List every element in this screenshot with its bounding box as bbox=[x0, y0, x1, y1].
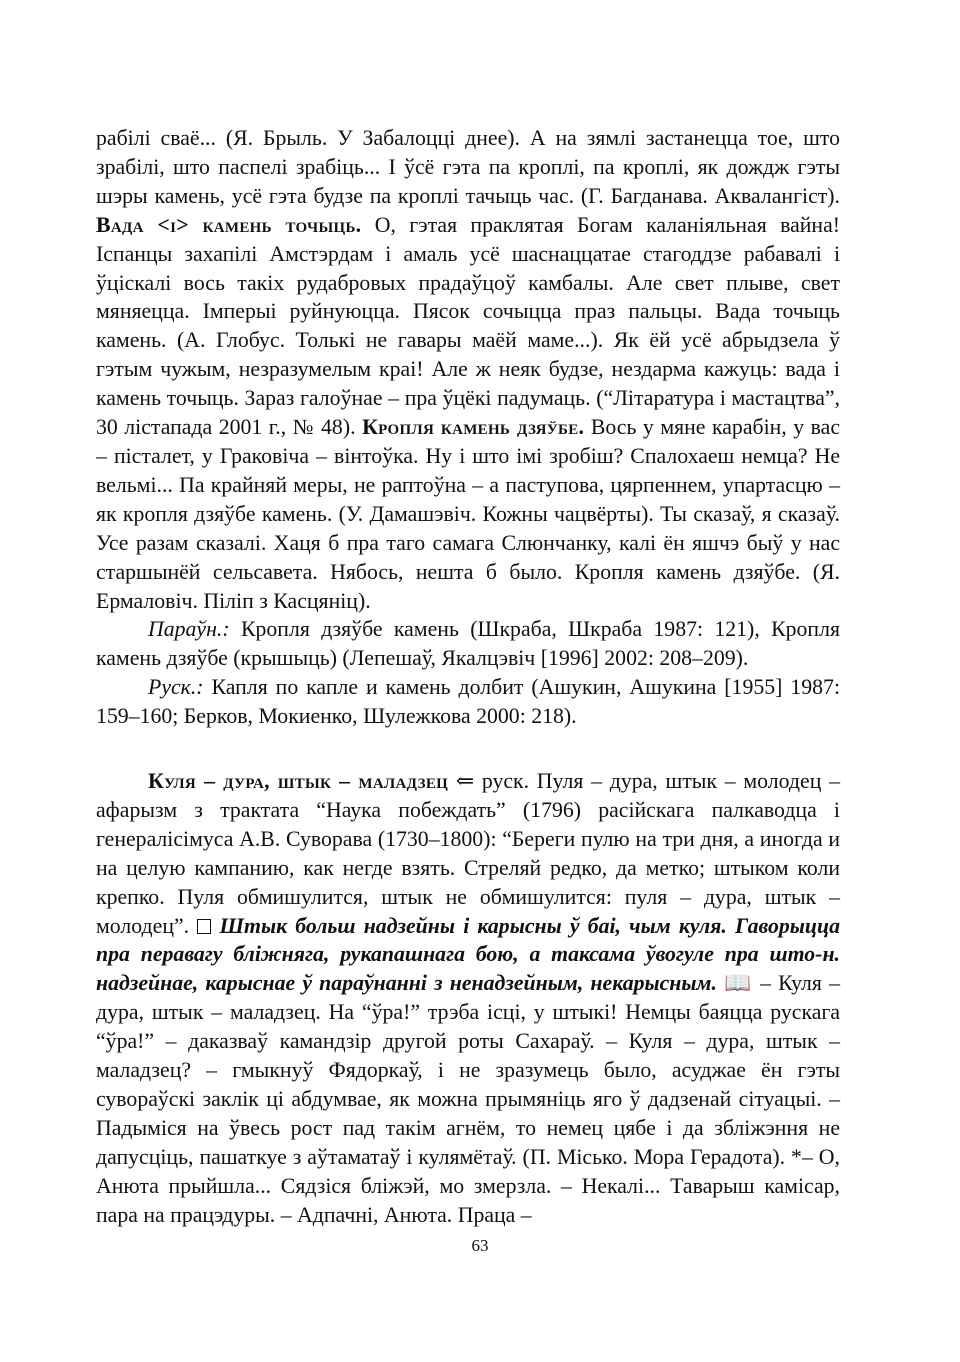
page-body bbox=[96, 124, 840, 1230]
idiom-kroplia-kamen: Кропля камень дзяўбе. bbox=[362, 415, 585, 440]
entry-meaning: Штык больш надзейны і карысны ў баі, чым куля. Гаворыцца пра перавагу бліжняга, рукапашнага бою, а таксама ўвогуле пра што-н. надзейнае, карыснае ў параўнанні з ненадзейным, некарысным. bbox=[96, 913, 841, 996]
paragraph-russian bbox=[96, 673, 840, 731]
text-segment: Вось у мяне карабін, у вас – пісталет, у Граковіча – вінтоўка. Ну і што імі зробіш? Спалохаеш немца? Не вельмі... Па крайняй меры, не раптоўна – а паступова, цярпеннем, упартасцю – як кропля дзяўбе камень. (У. Дамашэвіч. Кожны чацвёрты). Ты сказаў, я сказаў. Усе разам сказалі. Хаця б пра таго самага Слюнчанку, калі ён яшчэ быў у нас старшынёй сельсавета. Нябось, нешта б было. Кропля камень дзяўбе. (Я. Ермаловіч. Піліп з Касцяніц). bbox=[96, 415, 841, 613]
paragraph-voda-kamen bbox=[96, 124, 840, 615]
text-segment: – Куля – дура, штык – маладзец. На “ўра!” трэба ісці, у штыкі! Немцы баяцца рускага “ўра!” – даказваў камандзір другой роты Сахараў. – Куля – дура, штык – маладзец? – гмыкнуў Фядоркаў, і не зразумець было, асуджае ён гэты суворaўскі заклік ці абдумвае, як можна прымяніць яго ў дадзенай сітуацыі. – Падыміся на ўвесь рост пад такім агнём, то немец цябе і да збліжэння не дапусціць, пашаткуе з аўтаматаў і кулямётаў. (П. Місько. Мора Герадота). *– О, Анюта прыйшла... Сядзіся бліжэй, мо змерзла. – Некалі... Таварыш камісар, пара на працэдуры. – Адпачні, Анюта. Праца – bbox=[96, 971, 840, 1227]
text-segment: О, гэтая праклятая Богам каланіяльная вайна! Іспанцы захапілі Амстэрдам і амаль усё шаснаццатае стагоддзе рабавалі і ўціскалі вось такіх рудабровых прадаўцоў камбалы. Але свет плыве, свет мяняецца. Імперыі руйнуюцца. Пясок сочыцца праз пальцы. Вада точыць камень. (А. Глобус. Толькі не гавары маёй маме...). Як ёй усё абрыдзела ў гэтым чужым, незразумелым краі! Але ж неяк будзе, нездарма кажуць: вада і камень точыць. Зараз галоўнае – пра ўцёкі падумаць. (“Літаратура і мастацтва”, 30 лістапада 2001 г., № 48). bbox=[96, 212, 841, 440]
book-icon: 📖 bbox=[724, 971, 753, 996]
text-segment: рабілі сваё... (Я. Брыль. У Забалоцці днее). А на зямлі застанецца тое, што зрабілі, што паспелі зрабіць... І ўсё гэта па кроплі, па кроплі, як дождж гэты шэры камень, усё гэта будзе па кроплі тачыць час. (Г. Багданава. Аквалангіст). bbox=[96, 126, 840, 208]
paragraph-compare bbox=[96, 615, 840, 673]
text-segment: руск. Пуля – дура, штык – молодец – афарызм з трактата “Наука побеждать” (1796) расійскага палкаводца і генералісімуса А.В. Суворава (1730–1800): “Береги пулю на три дня, а иногда и на целую кампанию, как негде взять. Стреляй редко, да метко; штыком коли крепко. Пуля обмишулится, штык не обмишулится: пуля – дура, штык – молодец”. bbox=[96, 769, 840, 938]
origin-arrow-icon: ⇐ bbox=[455, 769, 475, 794]
russian-text: Капля по капле и камень долбит (Ашукин, Ашукина [1955] 1987: 159–160; Берков, Мокиенко, Шулежкова 2000: 218). bbox=[96, 675, 840, 729]
idiom-voda-kamen: Вада <і> камень точыць. bbox=[96, 212, 362, 237]
compare-text: Кропля дзяўбе камень (Шкраба, Шкраба 1987: 121), Кропля камень дзяўбе (крышыць) (Лепешаў, Якалцэвіч [1996] 2002: 208–209). bbox=[96, 617, 840, 671]
russian-label: Руск.: bbox=[148, 675, 204, 700]
page-number: 63 bbox=[471, 1236, 489, 1255]
paragraph-kulia-dura bbox=[96, 767, 840, 1230]
square-marker-icon bbox=[197, 919, 211, 934]
entry-separator bbox=[96, 731, 840, 767]
entry-headword: Куля – дура, штык – маладзец bbox=[148, 769, 449, 794]
compare-label: Параўн.: bbox=[148, 617, 230, 642]
